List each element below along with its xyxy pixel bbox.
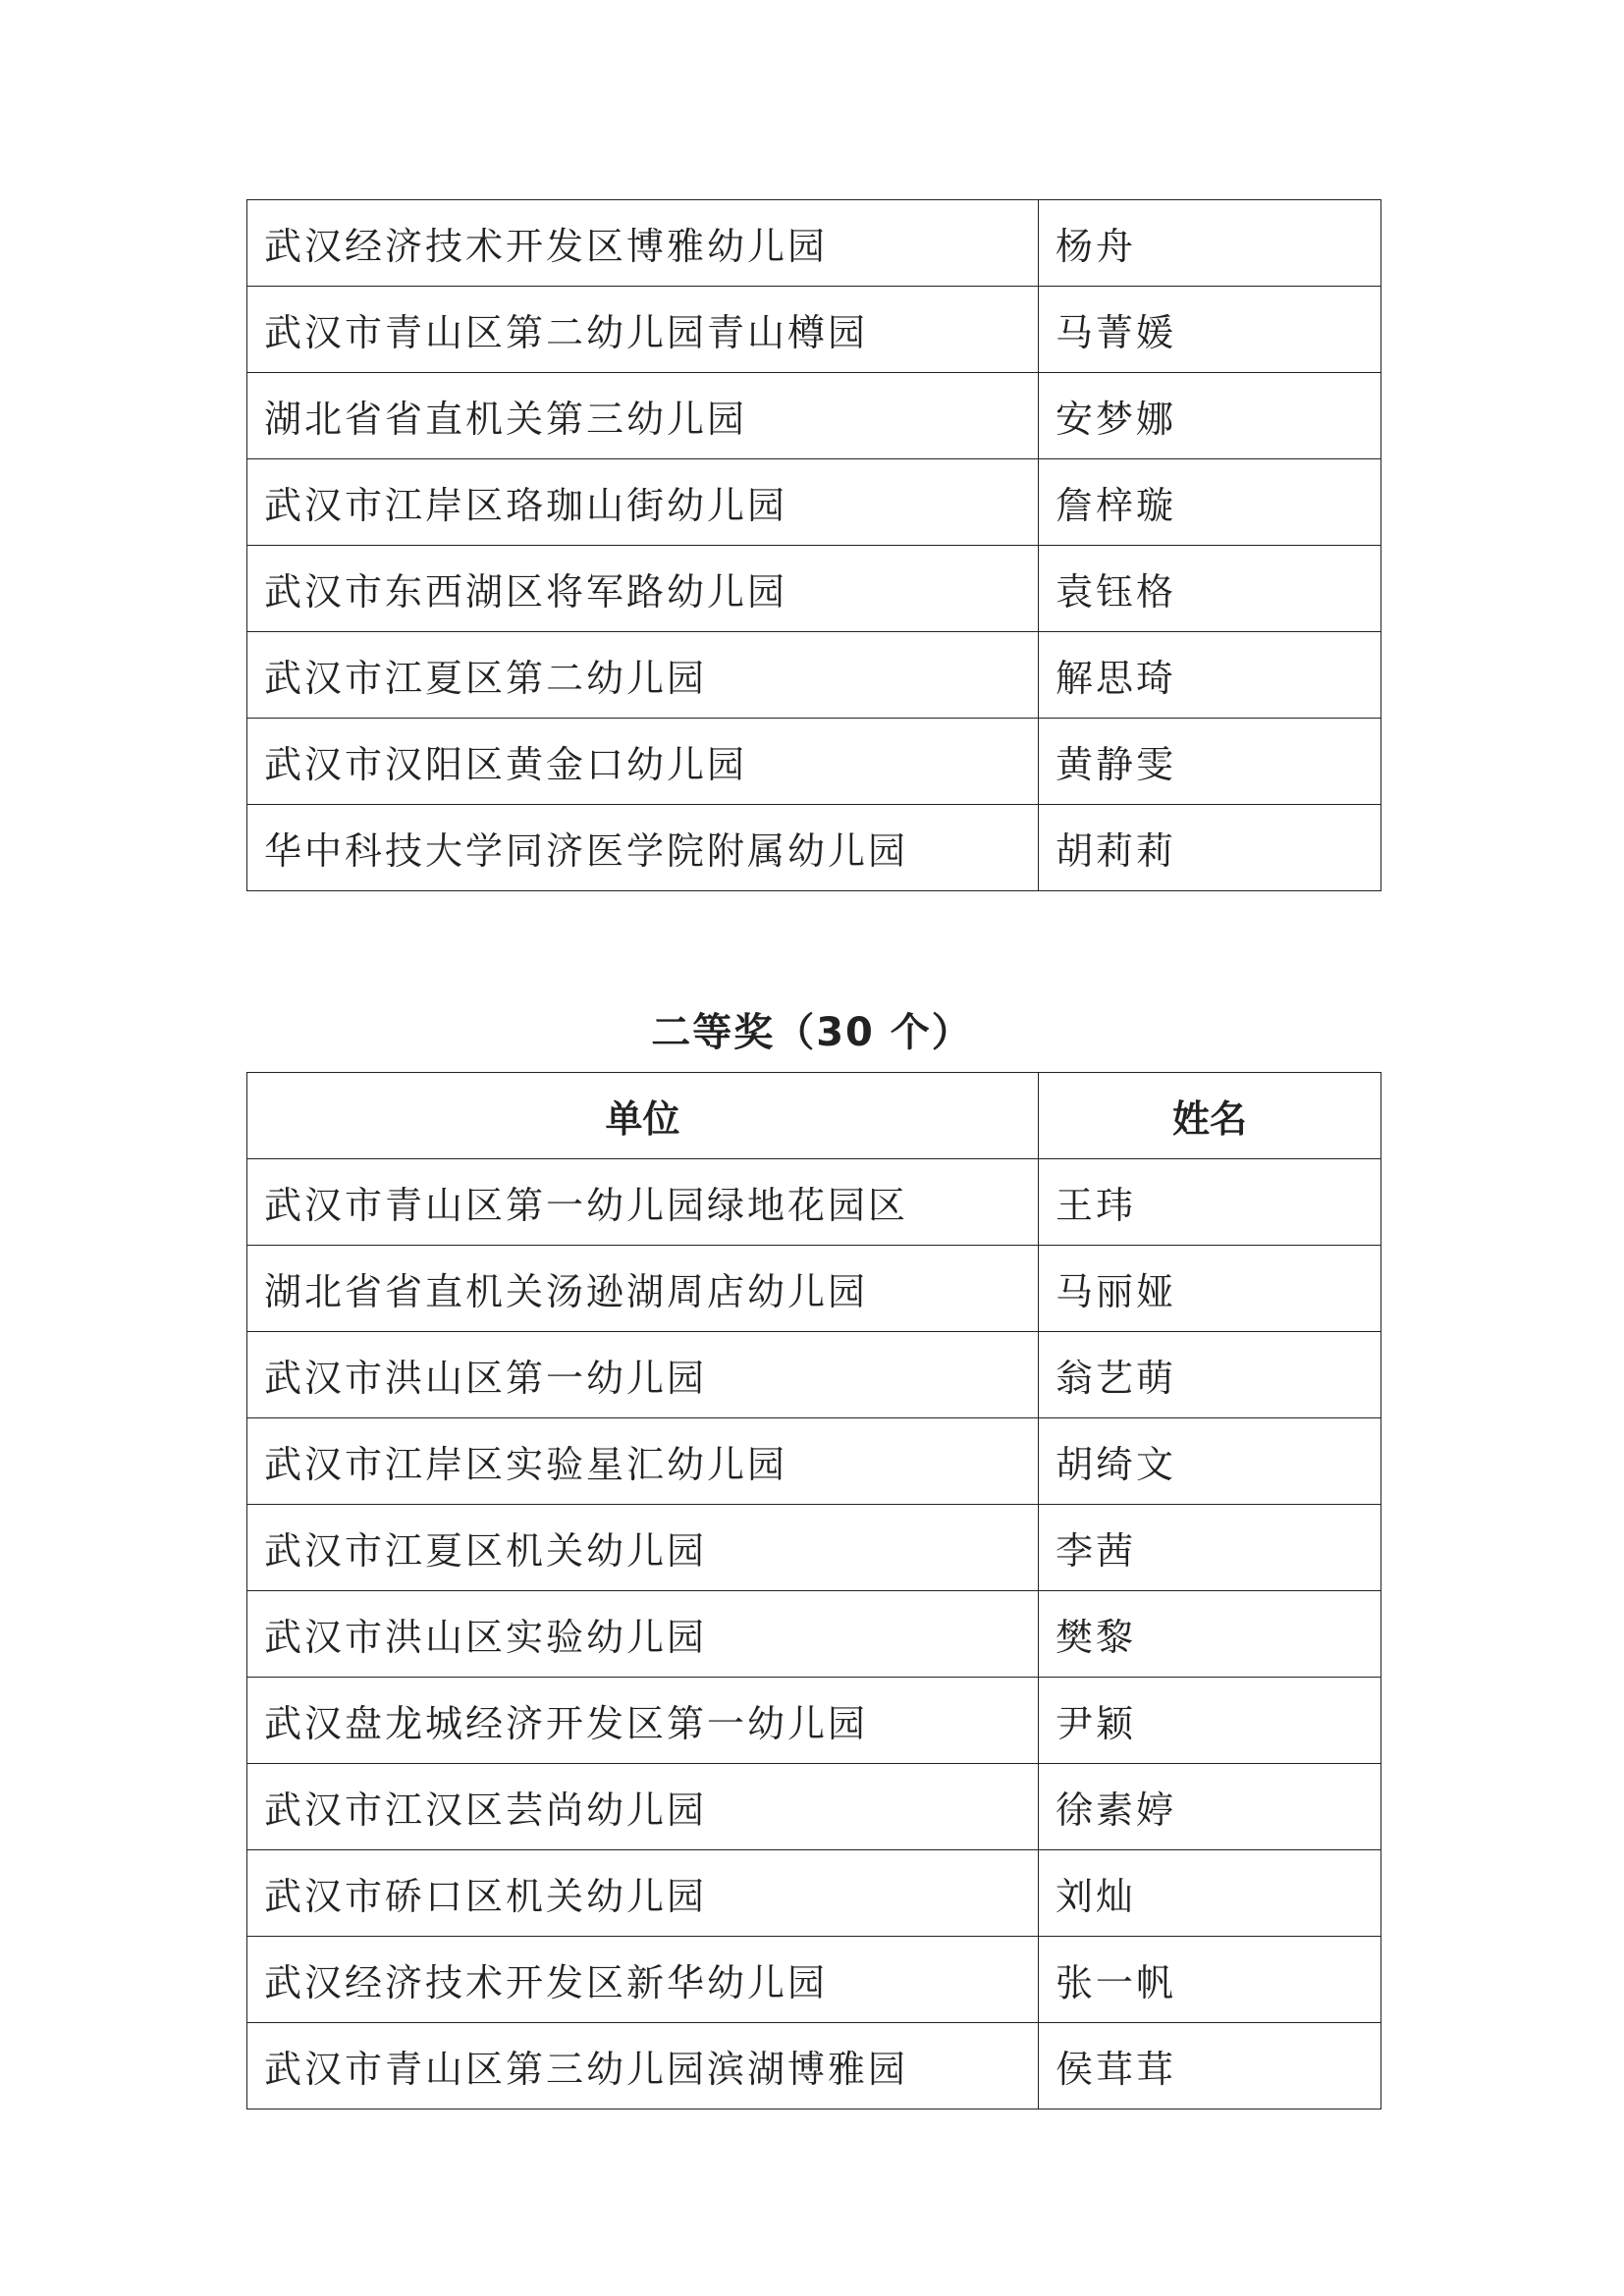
name-cell: 安梦娜 xyxy=(1039,373,1381,459)
unit-cell: 武汉市硚口区机关幼儿园 xyxy=(247,1850,1039,1937)
table-row xyxy=(247,373,1381,459)
table-header-row xyxy=(247,1073,1381,1159)
unit-cell: 武汉市青山区第三幼儿园滨湖博雅园 xyxy=(247,2023,1039,2109)
name-cell: 徐素婷 xyxy=(1039,1764,1381,1850)
name-cell: 袁钰格 xyxy=(1039,546,1381,632)
unit-cell: 湖北省省直机关第三幼儿园 xyxy=(247,373,1039,459)
award-table-continued xyxy=(246,199,1381,891)
unit-cell: 武汉市江夏区机关幼儿园 xyxy=(247,1505,1039,1591)
table-row xyxy=(247,2023,1381,2109)
unit-cell: 武汉市汉阳区黄金口幼儿园 xyxy=(247,719,1039,805)
table-row xyxy=(247,1678,1381,1764)
name-cell: 胡莉莉 xyxy=(1039,805,1381,891)
unit-cell: 武汉市洪山区第一幼儿园 xyxy=(247,1332,1039,1418)
table-row xyxy=(247,546,1381,632)
name-cell: 詹梓璇 xyxy=(1039,459,1381,546)
unit-cell: 武汉市青山区第一幼儿园绿地花园区 xyxy=(247,1159,1039,1246)
table-row xyxy=(247,1159,1381,1246)
unit-cell: 华中科技大学同济医学院附属幼儿园 xyxy=(247,805,1039,891)
second-prize-table xyxy=(246,1072,1381,2109)
table-row xyxy=(247,632,1381,719)
table-row xyxy=(247,1591,1381,1678)
second-prize-heading: 二等奖（30 个） xyxy=(651,1010,973,1055)
column-header-name: 姓名 xyxy=(1039,1073,1381,1159)
table-row xyxy=(247,1850,1381,1937)
name-cell: 马菁媛 xyxy=(1039,287,1381,373)
name-cell: 杨舟 xyxy=(1039,200,1381,287)
unit-cell: 武汉市江夏区第二幼儿园 xyxy=(247,632,1039,719)
name-cell: 刘灿 xyxy=(1039,1850,1381,1937)
name-cell: 张一帆 xyxy=(1039,1937,1381,2023)
name-cell: 尹颖 xyxy=(1039,1678,1381,1764)
table-row xyxy=(247,805,1381,891)
table-row xyxy=(247,1937,1381,2023)
unit-cell: 武汉市东西湖区将军路幼儿园 xyxy=(247,546,1039,632)
name-cell: 樊黎 xyxy=(1039,1591,1381,1678)
table-row xyxy=(247,1246,1381,1332)
name-cell: 王玮 xyxy=(1039,1159,1381,1246)
table-row xyxy=(247,1764,1381,1850)
table-row xyxy=(247,1332,1381,1418)
unit-cell: 武汉市江汉区芸尚幼儿园 xyxy=(247,1764,1039,1850)
name-cell: 翁艺萌 xyxy=(1039,1332,1381,1418)
unit-cell: 武汉盘龙城经济开发区第一幼儿园 xyxy=(247,1678,1039,1764)
unit-cell: 武汉经济技术开发区博雅幼儿园 xyxy=(247,200,1039,287)
unit-cell: 武汉市青山区第二幼儿园青山樽园 xyxy=(247,287,1039,373)
table-row xyxy=(247,287,1381,373)
unit-cell: 湖北省省直机关汤逊湖周店幼儿园 xyxy=(247,1246,1039,1332)
name-cell: 黄静雯 xyxy=(1039,719,1381,805)
table-row xyxy=(247,1418,1381,1505)
unit-cell: 武汉市洪山区实验幼儿园 xyxy=(247,1591,1039,1678)
column-header-unit: 单位 xyxy=(247,1073,1039,1159)
name-cell: 胡绮文 xyxy=(1039,1418,1381,1505)
name-cell: 解思琦 xyxy=(1039,632,1381,719)
name-cell: 马丽娅 xyxy=(1039,1246,1381,1332)
table-row xyxy=(247,200,1381,287)
table-row xyxy=(247,719,1381,805)
name-cell: 侯茸茸 xyxy=(1039,2023,1381,2109)
unit-cell: 武汉市江岸区实验星汇幼儿园 xyxy=(247,1418,1039,1505)
unit-cell: 武汉经济技术开发区新华幼儿园 xyxy=(247,1937,1039,2023)
unit-cell: 武汉市江岸区珞珈山街幼儿园 xyxy=(247,459,1039,546)
table-row xyxy=(247,459,1381,546)
table-row xyxy=(247,1505,1381,1591)
name-cell: 李茜 xyxy=(1039,1505,1381,1591)
